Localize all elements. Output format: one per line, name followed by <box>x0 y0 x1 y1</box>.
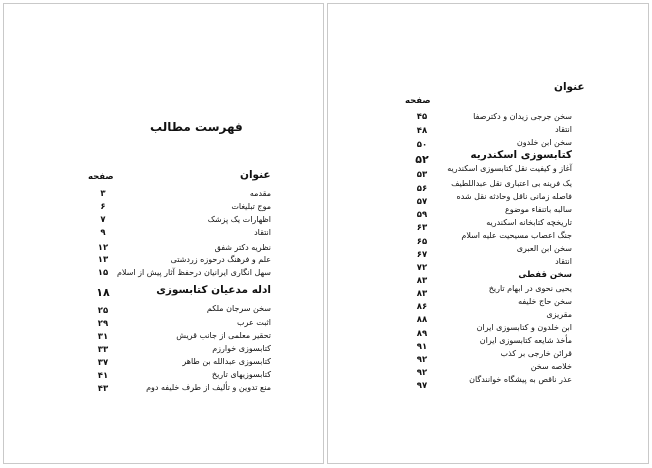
toc-entry-page: ۷ <box>100 215 106 225</box>
toc-entry-title: ابن خلدون و کتابسوزی ایران <box>476 323 572 332</box>
toc-entry-page: ۱۲ <box>97 243 109 253</box>
toc-entry-page: ۸۸ <box>416 315 428 325</box>
toc-entry-title: قرائن خارجی بر کذب <box>500 349 572 358</box>
toc-entry-page: ۸۳ <box>416 276 428 286</box>
toc-entry-title: کتابسوزی خوارزم <box>212 344 271 353</box>
toc-entry-page: ۶۷ <box>416 250 428 260</box>
toc-entry-title: انتقاد <box>555 125 572 134</box>
toc-entry-page: ۹۷ <box>416 381 428 391</box>
toc-entry-page: ۴۵ <box>416 112 428 122</box>
toc-entry-title: عذر ناقص به پیشگاه خوانندگان <box>469 375 572 384</box>
toc-entry-title: اثبت عرب <box>237 318 271 327</box>
toc-entry-page: ۹۱ <box>416 342 428 352</box>
toc-entry-title: سخن سرجان ملکم <box>206 304 271 313</box>
toc-entry-page: ۶۳ <box>416 223 428 233</box>
toc-entry-title: سهل انگاری ایرانیان درحفظ آثار پیش از اسلام <box>116 268 271 277</box>
toc-entry-title: یحیی نحوی در ابهام تاریخ <box>488 284 572 293</box>
toc-entry-title: سخن حاج خلیفه <box>518 297 572 306</box>
toc-entry-title: نظریه دکتر شفق <box>214 243 271 252</box>
toc-entry-title: کتابسوزیهای تاریخ <box>211 370 271 379</box>
toc-entry-page: ۲۹ <box>97 319 109 329</box>
toc-entry-title: انتقاد <box>254 228 271 237</box>
section-heading: ادله مدعیان کتابسوزی <box>156 284 271 296</box>
toc-entry-page: ۱۳ <box>97 255 109 265</box>
toc-entry-page: ۸۳ <box>416 289 428 299</box>
section-heading: کتابسوزی اسکندریه <box>470 149 572 161</box>
toc-entry-page: ۵۹ <box>416 210 428 220</box>
toc-entry-page: ۳۳ <box>97 345 109 355</box>
toc-entry-page: ۹۲ <box>416 355 428 365</box>
toc-entry-page: ۴۱ <box>97 371 109 381</box>
toc-entry-title: مقدمه <box>249 189 271 198</box>
toc-entry-page: ۳ <box>100 189 106 199</box>
toc-entry-title: سخن قفطی <box>518 270 572 280</box>
column-header-title: عنوان <box>240 169 271 181</box>
toc-entry-title: سخن ابن العبری <box>516 244 572 253</box>
toc-entry-page: ۶ <box>100 202 106 212</box>
toc-entry-page: ۵۶ <box>416 184 428 194</box>
toc-entry-title: تاریخچه کتابخانه اسکندریه <box>486 218 572 227</box>
toc-entry-page: ۹۲ <box>416 368 428 378</box>
toc-entry-page: ۵۰ <box>416 140 428 150</box>
toc-entry-page: ۴۸ <box>416 126 428 136</box>
toc-entry-title: کتابسوزی عبدالله بن طاهر <box>182 357 271 366</box>
toc-entry-title: انتقاد <box>555 257 572 266</box>
toc-entry-page: ۹ <box>100 228 106 238</box>
toc-entry-page: ۳۱ <box>97 332 109 342</box>
toc-entry-title: یک فرینه بی اعتباری نقل عبداللطیف <box>451 179 572 188</box>
left-page <box>3 3 324 464</box>
toc-entry-title: منع تدوین و تألیف از طرف خلیفه دوم <box>146 383 271 392</box>
toc-entry-page: ۸۶ <box>416 302 428 312</box>
toc-entry-title: مأخذ شایعه کتابسوزی ایران <box>479 336 572 345</box>
toc-entry-title: جنگ اعصاب مسیحیت علیه اسلام <box>461 231 572 240</box>
toc-entry-title: موج تبلیغات <box>231 202 271 211</box>
toc-entry-title: آغاز و کیفیت نقل کتابسوزی اسکندریه <box>447 164 572 173</box>
toc-entry-title: مقریزی <box>546 310 572 319</box>
column-header-title: عنوان <box>554 81 585 93</box>
toc-entry-title: سخن ابن خلدون <box>516 138 572 147</box>
toc-entry-title: تحقیر معلمی از جانب قریش <box>176 331 271 340</box>
toc-entry-title: خلاصه سخن <box>530 362 572 371</box>
toc-entry-page: ۵۳ <box>416 170 428 180</box>
toc-entry-page: ۷۲ <box>416 263 428 273</box>
toc-entry-page: ۵۲ <box>415 153 429 166</box>
toc-entry-page: ۲۵ <box>97 306 109 316</box>
toc-entry-page: ۳۷ <box>97 358 109 368</box>
toc-entry-page: ۵۷ <box>416 197 428 207</box>
toc-entry-page: ۸۹ <box>416 329 428 339</box>
column-header-page: صفحه <box>405 96 431 106</box>
column-header-page: صفحه <box>88 172 114 182</box>
toc-entry-page: ۱۸ <box>96 286 110 299</box>
toc-title: فهرست مطالب <box>150 120 243 134</box>
toc-entry-page: ۴۳ <box>97 384 109 394</box>
toc-entry-title: علم و فرهنگ درحوزه زردشتی <box>170 255 271 264</box>
right-page <box>327 3 649 464</box>
toc-entry-title: سخن جرجی زیدان و دکترصفا <box>473 112 572 121</box>
toc-entry-page: ۱۵ <box>97 268 109 278</box>
toc-entry-title: اظهارات یک پزشک <box>207 215 271 224</box>
toc-entry-title: فاصله زمانی ناقل وحادثه نقل شده <box>456 192 572 201</box>
toc-entry-page: ۶۵ <box>416 237 428 247</box>
toc-entry-title: سالبه باتنفاء موضوع <box>504 205 572 214</box>
